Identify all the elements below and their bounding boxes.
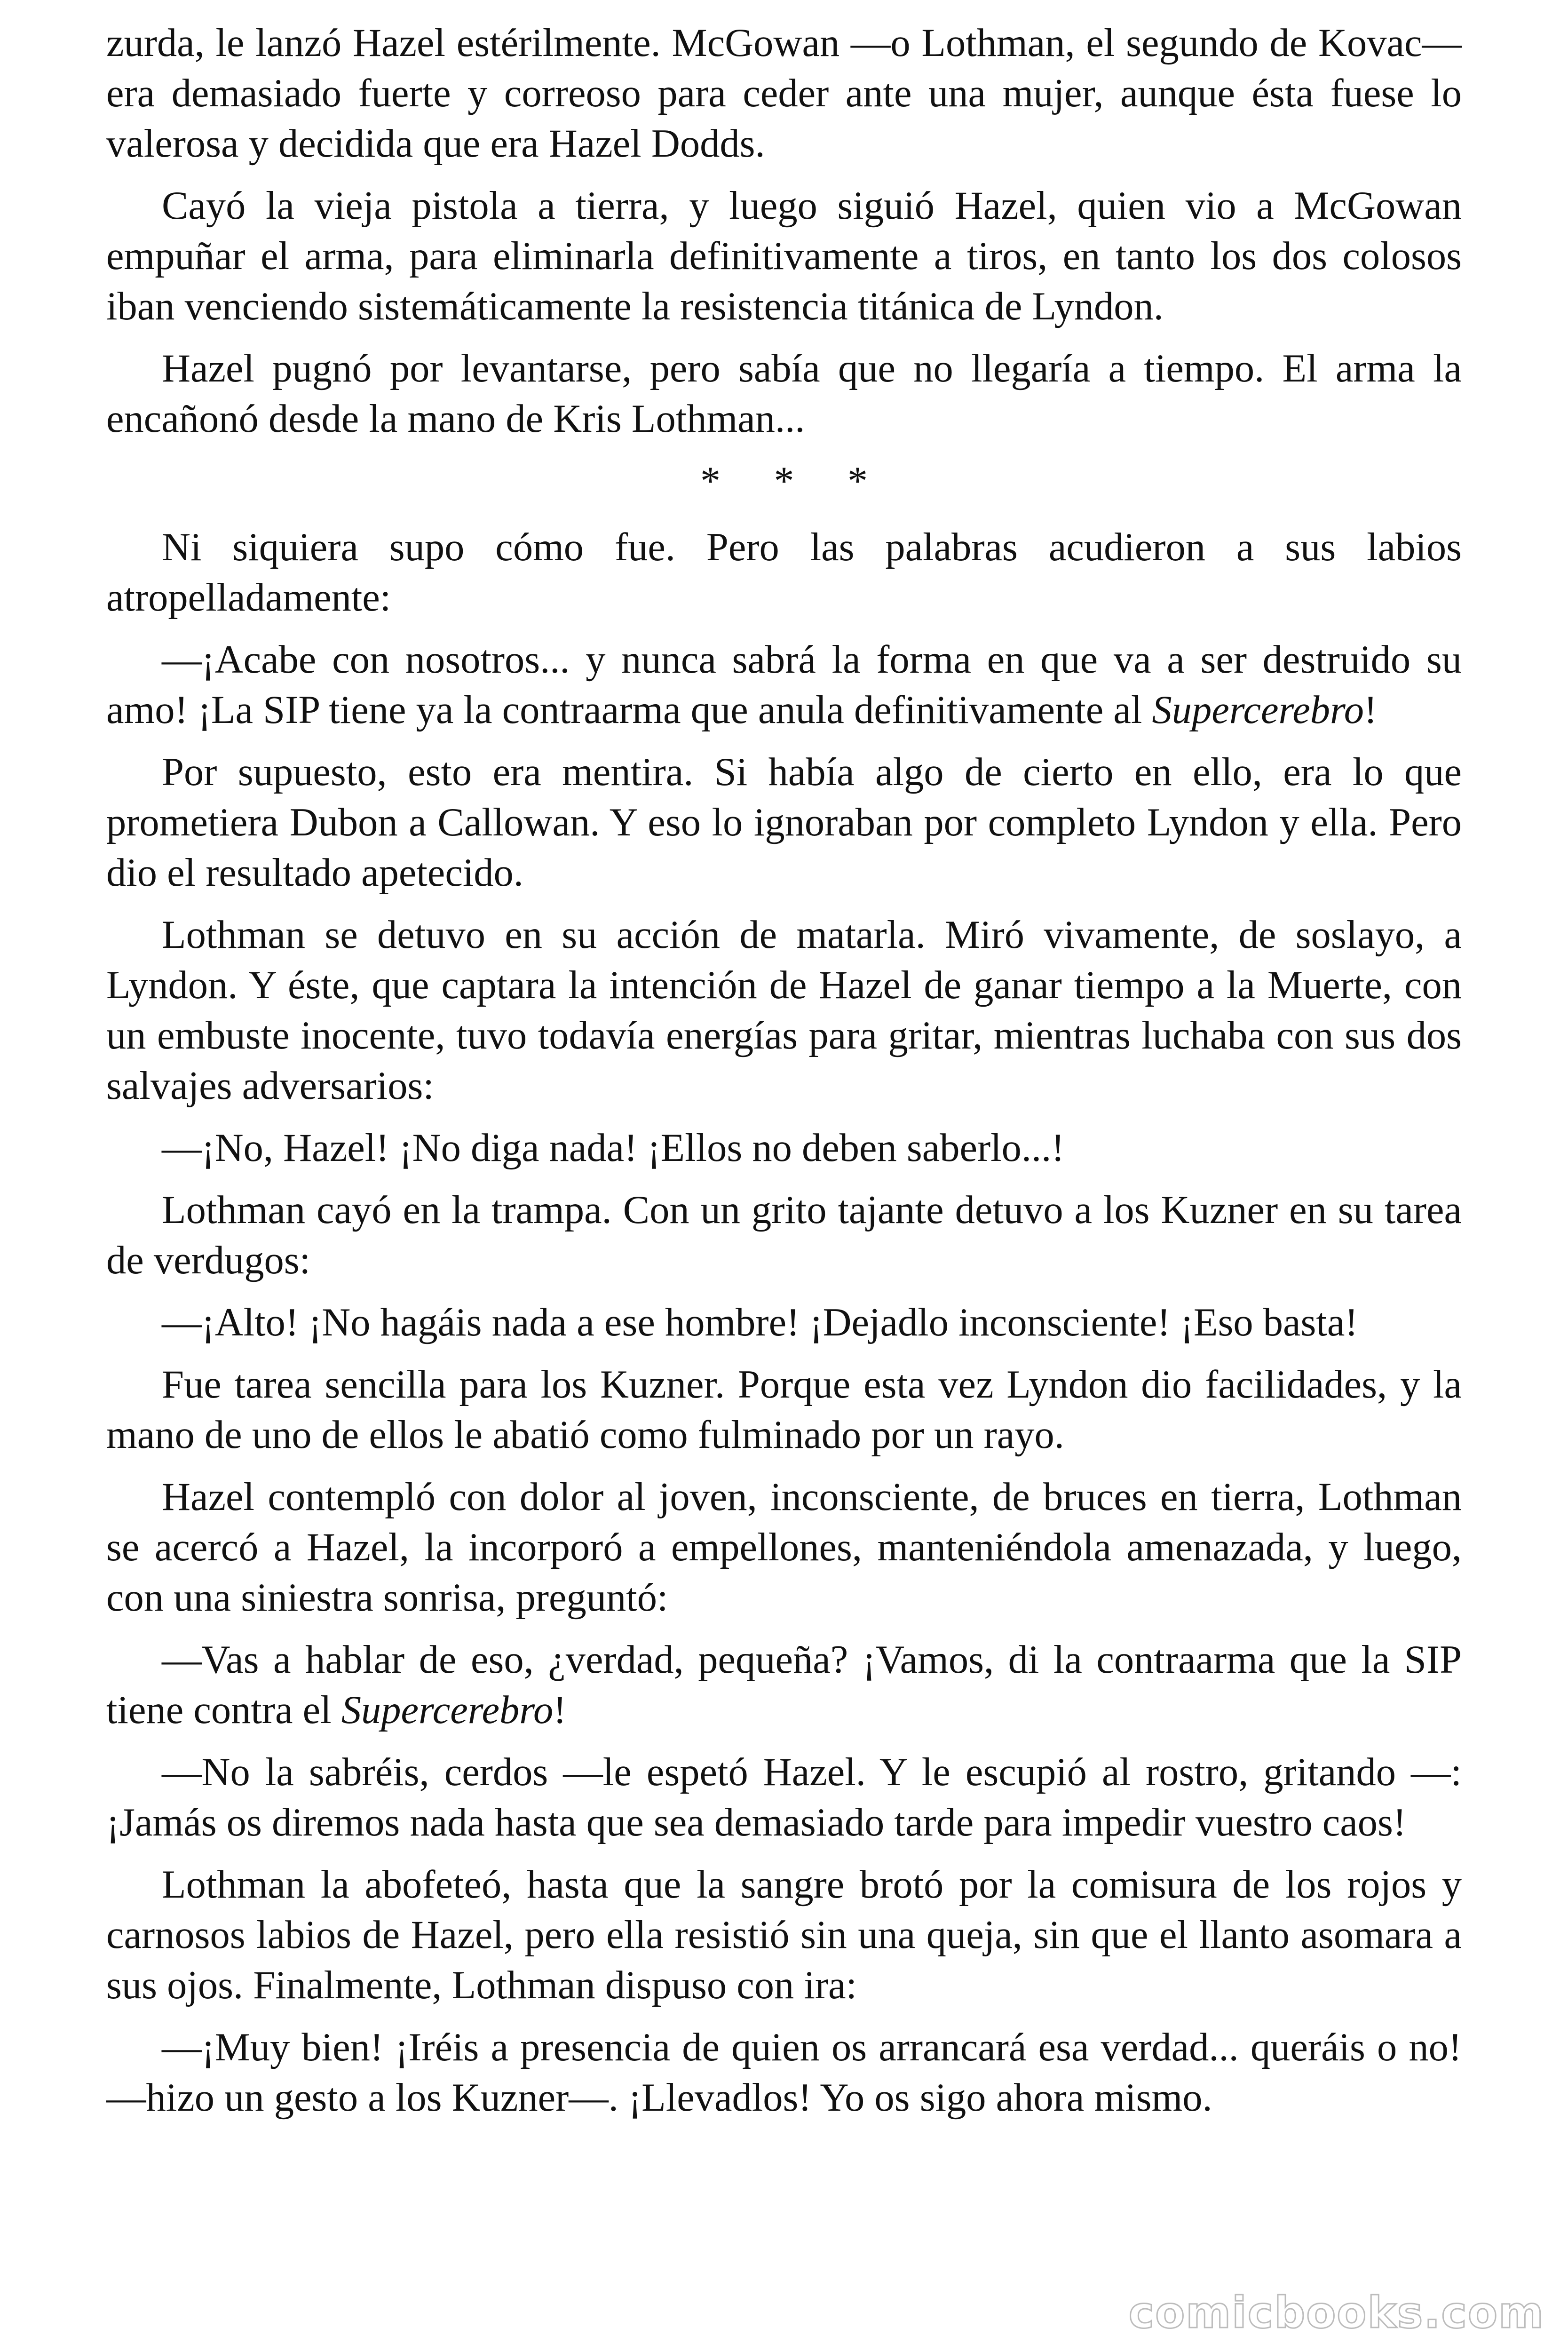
paragraph: [106, 910, 1462, 1111]
paragraph: [106, 1185, 1462, 1286]
text-run: —No la sabréis, cerdos —le espetó Hazel. Y le escupió al rostro, gritando —: ¡Jamás os diremos nada hasta que sea demasiado tarde para impedir vuestro caos!: [106, 1750, 1462, 1844]
text-run: Ni siquiera supo cómo fue. Pero las palabras acudieron a sus labios atropelladamente:: [106, 525, 1462, 620]
text-run: Por supuesto, esto era mentira. Si había algo de cierto en ello, era lo que prometiera Dubon a Callowan. Y eso lo ignoraban por completo Lyndon y ella. Pero dio el resultado apetecido.: [106, 750, 1462, 895]
text-run: Lothman la abofeteó, hasta que la sangre brotó por la comisura de los rojos y carnosos labios de Hazel, pero ella resistió sin una queja, sin que el llanto asomara a sus ojos. Finalmente, Lothman dispuso con ira:: [106, 1863, 1462, 2007]
paragraph: [106, 635, 1462, 735]
paragraph: [106, 1635, 1462, 1735]
paragraph: [106, 1472, 1462, 1623]
paragraph: [106, 343, 1462, 444]
text-run: Lothman cayó en la trampa. Con un grito tajante detuvo a los Kuzner en su tarea de verdugos:: [106, 1188, 1462, 1282]
text-section-after-break: [106, 522, 1462, 2123]
paragraph: [106, 181, 1462, 332]
paragraph: [106, 747, 1462, 898]
book-page: [106, 18, 1462, 2135]
text-run: —Vas a hablar de eso, ¿verdad, pequeña? ¡Vamos, di la contraarma que la SIP tiene contra el: [106, 1638, 1462, 1732]
text-run: !: [553, 1688, 567, 1732]
paragraph: [106, 1747, 1462, 1848]
text-run: Lothman se detuvo en su acción de matarla. Miró vivamente, de soslayo, a Lyndon. Y éste, que captara la intención de Hazel de ganar tiempo a la Muerte, con un embuste inocente, tuvo todavía energías para gritar, mientras luchaba con sus dos salvajes adversarios:: [106, 913, 1462, 1108]
watermark-text: comicbooks.com: [1128, 2288, 1544, 2338]
text-run: —¡Alto! ¡No hagáis nada a ese hombre! ¡Dejadlo inconsciente! ¡Eso basta!: [162, 1301, 1358, 1344]
paragraph: [106, 1297, 1462, 1348]
text-run: Hazel contempló con dolor al joven, inconsciente, de bruces en tierra, Lothman se acercó a Hazel, la incorporó a empellones, manteniéndola amenazada, y luego, con una siniestra sonrisa, preguntó:: [106, 1475, 1462, 1620]
text-run: —¡No, Hazel! ¡No diga nada! ¡Ellos no deben saberlo...!: [162, 1126, 1065, 1170]
paragraph: [106, 18, 1462, 169]
paragraph: [106, 522, 1462, 623]
scene-break-asterisk: *: [774, 458, 794, 503]
text-run: zurda, le lanzó Hazel estérilmente. McGowan —o Lothman, el segundo de Kovac— era demasiado fuerte y correoso para ceder ante una mujer, aunque ésta fuese lo valerosa y decidida que era Hazel Dodds.: [106, 21, 1462, 166]
text-run: !: [1363, 688, 1378, 732]
scene-break: [106, 456, 1462, 506]
paragraph: [106, 1123, 1462, 1173]
italic-text: Supercerebro: [1152, 688, 1364, 732]
scene-break-asterisk: *: [700, 458, 721, 503]
paragraph: [106, 2022, 1462, 2123]
text-run: Hazel pugnó por levantarse, pero sabía que no llegaría a tiempo. El arma la encañonó desde la mano de Kris Lothman...: [106, 347, 1462, 441]
text-run: —¡Acabe con nosotros... y nunca sabrá la forma en que va a ser destruido su amo! ¡La SIP tiene ya la contraarma que anula definitivamente al: [106, 638, 1462, 732]
text-section-before-break: [106, 18, 1462, 444]
paragraph: [106, 1359, 1462, 1460]
text-run: Fue tarea sencilla para los Kuzner. Porque esta vez Lyndon dio facilidades, y la mano de uno de ellos le abatió como fulminado por un rayo.: [106, 1363, 1462, 1457]
scene-break-asterisk: *: [847, 458, 868, 503]
text-run: —¡Muy bien! ¡Iréis a presencia de quien os arrancará esa verdad... queráis o no! —hizo un gesto a los Kuzner—. ¡Llevadlos! Yo os sigo ahora mismo.: [106, 2026, 1462, 2120]
text-run: Cayó la vieja pistola a tierra, y luego siguió Hazel, quien vio a McGowan empuñar el arma, para eliminarla definitivamente a tiros, en tanto los dos colosos iban venciendo sistemáticamente la resistencia titánica de Lyndon.: [106, 184, 1462, 328]
paragraph: [106, 1859, 1462, 2010]
italic-text: Supercerebro: [341, 1688, 554, 1732]
